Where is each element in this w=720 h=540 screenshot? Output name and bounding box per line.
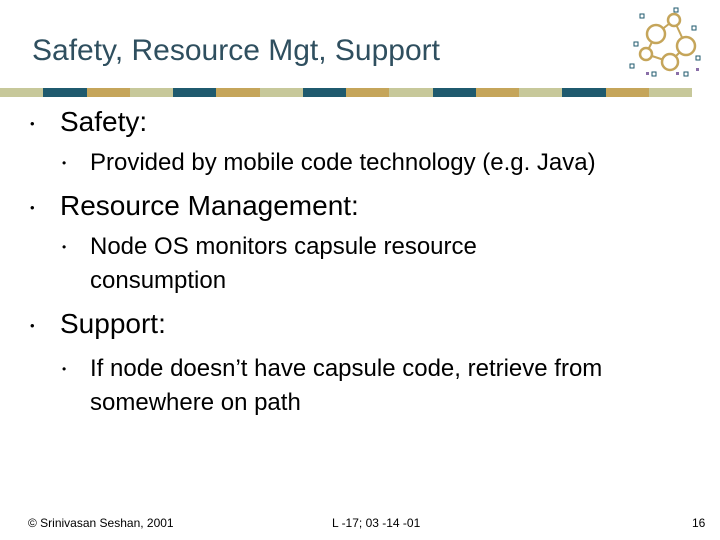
bullet-marker: •	[30, 200, 35, 215]
sub-bullet-support	[62, 352, 650, 420]
bullet-safety	[30, 106, 148, 138]
bullet-resource-management	[30, 190, 359, 222]
footer-lecture-date: L -17; 03 -14 -01	[332, 516, 421, 530]
footer-copyright: © Srinivasan Seshan, 2001	[28, 516, 174, 530]
sub-bullet-marker: •	[62, 362, 67, 376]
footer-page-number: 16	[692, 516, 706, 530]
slide-title: Safety, Resource Mgt, Support	[32, 34, 440, 67]
bullet-text: Safety:	[60, 106, 148, 137]
bullet-marker: •	[30, 116, 35, 131]
sub-bullet-text: Provided by mobile code technology (e.g. Java)	[90, 149, 596, 176]
sub-bullet-text: If node doesn’t have capsule code, retrieve from somewhere on path	[90, 355, 603, 416]
bullet-text: Resource Management:	[60, 190, 359, 221]
sub-bullet-text: Node OS monitors capsule resource consumption	[90, 233, 477, 294]
sub-bullet-marker: •	[62, 240, 67, 254]
bullet-marker: •	[30, 318, 35, 333]
sub-bullet-marker: •	[62, 156, 67, 170]
sub-bullet-safety	[62, 146, 690, 180]
bullet-text: Support:	[60, 308, 166, 339]
sub-bullet-resource-management	[62, 230, 560, 298]
bullet-support	[30, 308, 166, 340]
